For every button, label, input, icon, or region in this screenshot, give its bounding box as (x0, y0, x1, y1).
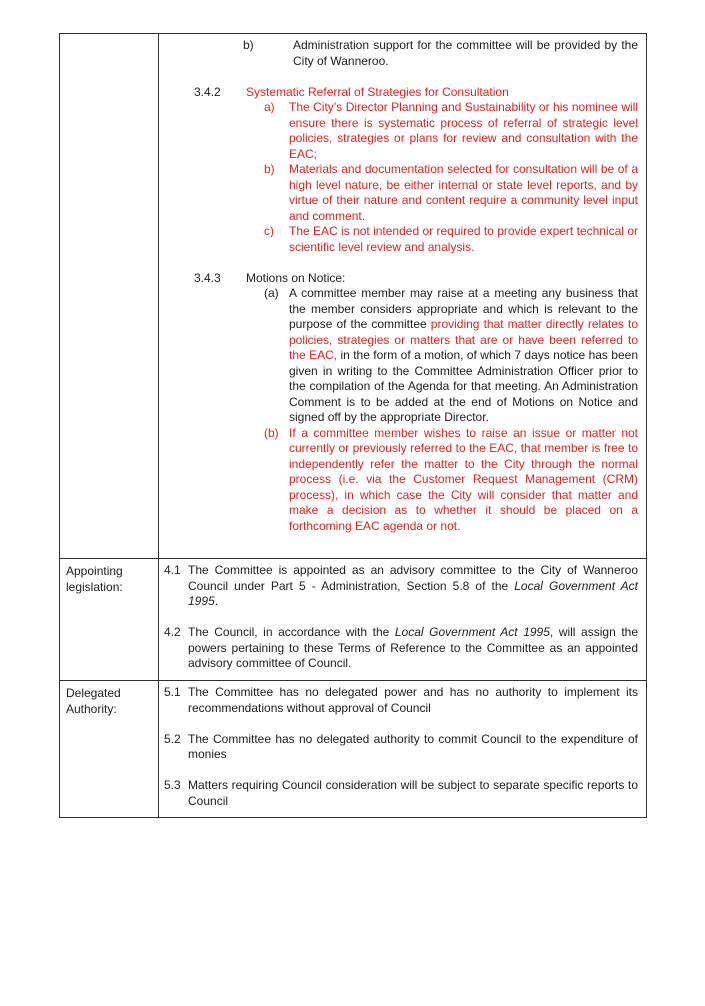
list-item (159, 271, 638, 287)
item-text: Motions on Notice: (246, 270, 346, 285)
item-marker: 3.4.3 (194, 270, 221, 285)
item-text: Matters requiring Council consideration will be subject to separate specific reports to Council (188, 778, 638, 808)
content-cell (159, 681, 646, 817)
table-row (60, 558, 646, 680)
table-row (60, 680, 646, 817)
table-row (60, 34, 646, 558)
list-item (159, 224, 638, 255)
item-marker: c) (264, 224, 274, 238)
item-text: The Council, in accordance with the Local Government Act 1995, will assign the powers pertaining to these Terms of Reference to the Committee as an appointed advisory committee of Council. (188, 625, 638, 670)
item-marker: b) (264, 162, 275, 176)
label-cell (60, 34, 159, 558)
item-marker: 5.3 (164, 778, 181, 792)
item-marker: b) (243, 38, 254, 52)
item-text: If a committee member wishes to raise an issue or matter not currently or previously referred to the EAC, that member is free to independently refer the matter to the City through the normal process (i.e. via the Customer Request Management (CRM) process), in which case the City will consider that matter and make a decision as to whether it should be placed on a forthcoming EAC agenda or not. (289, 425, 638, 533)
item-text: The Committee is appointed as an advisory committee to the City of Wanneroo Council under Part 5 - Administration, Section 5.8 of the Local Government Act 1995. (188, 563, 639, 608)
item-marker: 5.2 (164, 731, 181, 746)
label-cell (60, 559, 159, 680)
list-item (159, 100, 638, 162)
item-marker: (b) (264, 425, 279, 440)
list-item (159, 685, 638, 716)
item-marker: 3.4.2 (194, 84, 221, 99)
item-marker: a) (264, 100, 275, 114)
item-marker: 4.2 (164, 625, 181, 639)
list-item (159, 778, 638, 809)
item-marker: 5.1 (164, 685, 181, 699)
list-item (159, 625, 638, 672)
label-cell (60, 681, 159, 817)
terms-of-reference-table (59, 33, 647, 818)
item-text: The EAC is not intended or required to provide expert technical or scientific level review and analysis. (289, 224, 638, 254)
list-item (159, 426, 638, 535)
item-text: Systematic Referral of Strategies for Consultation (246, 84, 509, 99)
list-item (159, 563, 638, 610)
row-label: Appointing legislation: (66, 564, 123, 594)
list-item (159, 286, 638, 426)
list-item (159, 38, 638, 69)
item-text: Administration support for the committee will be provided by the City of Wanneroo. (293, 38, 638, 68)
list-item (159, 732, 638, 763)
item-marker: (a) (264, 286, 279, 300)
item-text: The City’s Director Planning and Sustainability or his nominee will ensure there is systematic process of referral of strategic level policies, strategies or plans for review and consultation with the EAC; (289, 100, 638, 161)
item-text: The Committee has no delegated authority to commit Council to the expenditure of monies (188, 731, 638, 761)
item-marker: 4.1 (164, 563, 181, 577)
content-cell (159, 34, 646, 558)
content-cell (159, 559, 646, 680)
item-text: The Committee has no delegated power and has no authority to implement its recommendations without approval of Council (188, 685, 638, 715)
list-item (159, 162, 638, 224)
item-text: Materials and documentation selected for consultation will be of a high level nature, be either internal or state level reports, and by virtue of their nature and content require a community level input and comment. (289, 162, 638, 223)
list-item (159, 85, 638, 101)
item-text: A committee member may raise at a meeting any business that the member considers appropriate and which is relevant to the purpose of the committee providing that matter directly relates to policies, strategies or matters that are or have been referred to the EAC, in the form of a motion, of which 7 days notice has been given in writing to the Committee Administration Officer prior to the compilation of the Agenda for that meeting. An Administration Comment is to be added at the end of Motions on Notice and signed off by the appropriate Director. (289, 286, 639, 424)
row-label: Delegated Authority: (66, 686, 121, 716)
